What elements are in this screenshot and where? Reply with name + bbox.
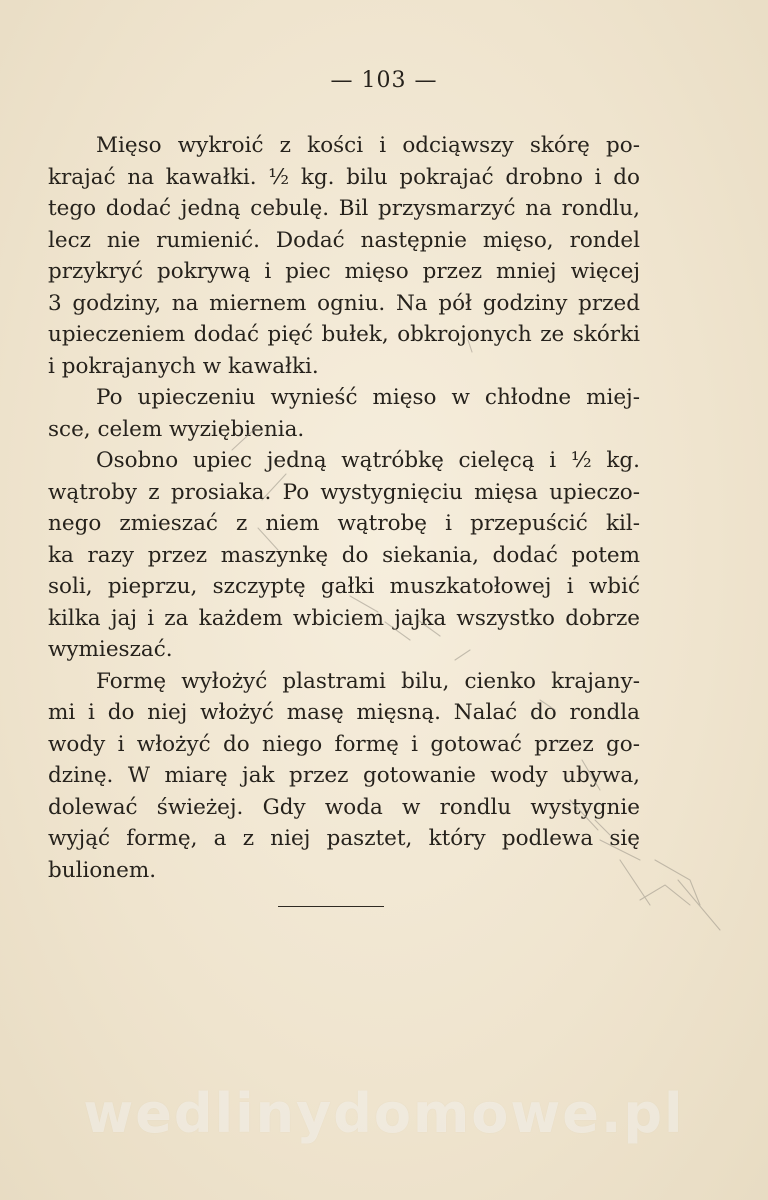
text-line: soli, pieprzu, szczyptę gałki muszkatołowej i wbić — [48, 574, 640, 599]
text-line: Formę wyłożyć plastrami bilu, cienko krajany- — [96, 668, 640, 694]
text-line: dzinę. W miarę jak przez gotowanie wody ubywa, — [48, 763, 640, 788]
text-line: upieczeniem dodać pięć bułek, obkrojonych ze skórki — [48, 322, 640, 347]
text-line: mi i do niej włożyć masę mięsną. Nalać do rondla — [48, 700, 640, 725]
text-line: i pokrajanych w kawałki. — [48, 353, 319, 379]
text-line: ka razy przez maszynkę do siekania, dodać potem — [48, 542, 640, 568]
text-line: wymieszać. — [48, 637, 173, 662]
text-line: wątroby z prosiaka. Po wystygnięciu mięsa upieczo- — [48, 479, 640, 505]
watermark: wedlinydomowe.pl — [83, 1082, 685, 1145]
paragraph-3 — [48, 445, 640, 666]
text-line: kilka jaj i za każdem wbiciem jajka wszystko dobrze — [48, 605, 640, 631]
text-line: Po upieczeniu wynieść mięso w chłodne miej- — [96, 385, 640, 410]
text-line: sce, celem wyziębienia. — [48, 416, 305, 442]
text-line: dolewać świeżej. Gdy woda w rondlu wystygnie — [48, 794, 640, 820]
body-text — [48, 130, 640, 886]
text-line: lecz nie rumienić. Dodać następnie mięso, rondel — [48, 227, 640, 253]
text-line: tego dodać jedną cebulę. Bil przysmarzyć na rondlu, — [48, 196, 640, 221]
text-line: nego zmieszać z niem wątrobę i przepuścić kil- — [48, 511, 640, 536]
text-line: Mięso wykroić z kości i odciąwszy skórę po- — [96, 133, 640, 158]
page-number: — 103 — — [330, 68, 438, 93]
text-line: wyjąć formę, a z niej pasztet, który podlewa się — [48, 826, 640, 851]
paragraph-2 — [48, 382, 640, 445]
paragraph-1 — [48, 130, 640, 382]
text-line: przykryć pokrywą i piec mięso przez mniej więcej — [48, 259, 640, 284]
text-line: krajać na kawałki. ½ kg. bilu pokrajać drobno i do — [48, 164, 640, 190]
section-divider — [278, 906, 384, 907]
text-line: bulionem. — [48, 857, 157, 883]
paragraph-4 — [48, 666, 640, 887]
text-line: Osobno upiec jedną wątróbkę cielęcą i ½ kg. — [96, 448, 640, 473]
text-line: wody i włożyć do niego formę i gotować przez go- — [48, 731, 640, 757]
text-line: 3 godziny, na miernem ogniu. Na pół godziny przed — [48, 290, 640, 316]
